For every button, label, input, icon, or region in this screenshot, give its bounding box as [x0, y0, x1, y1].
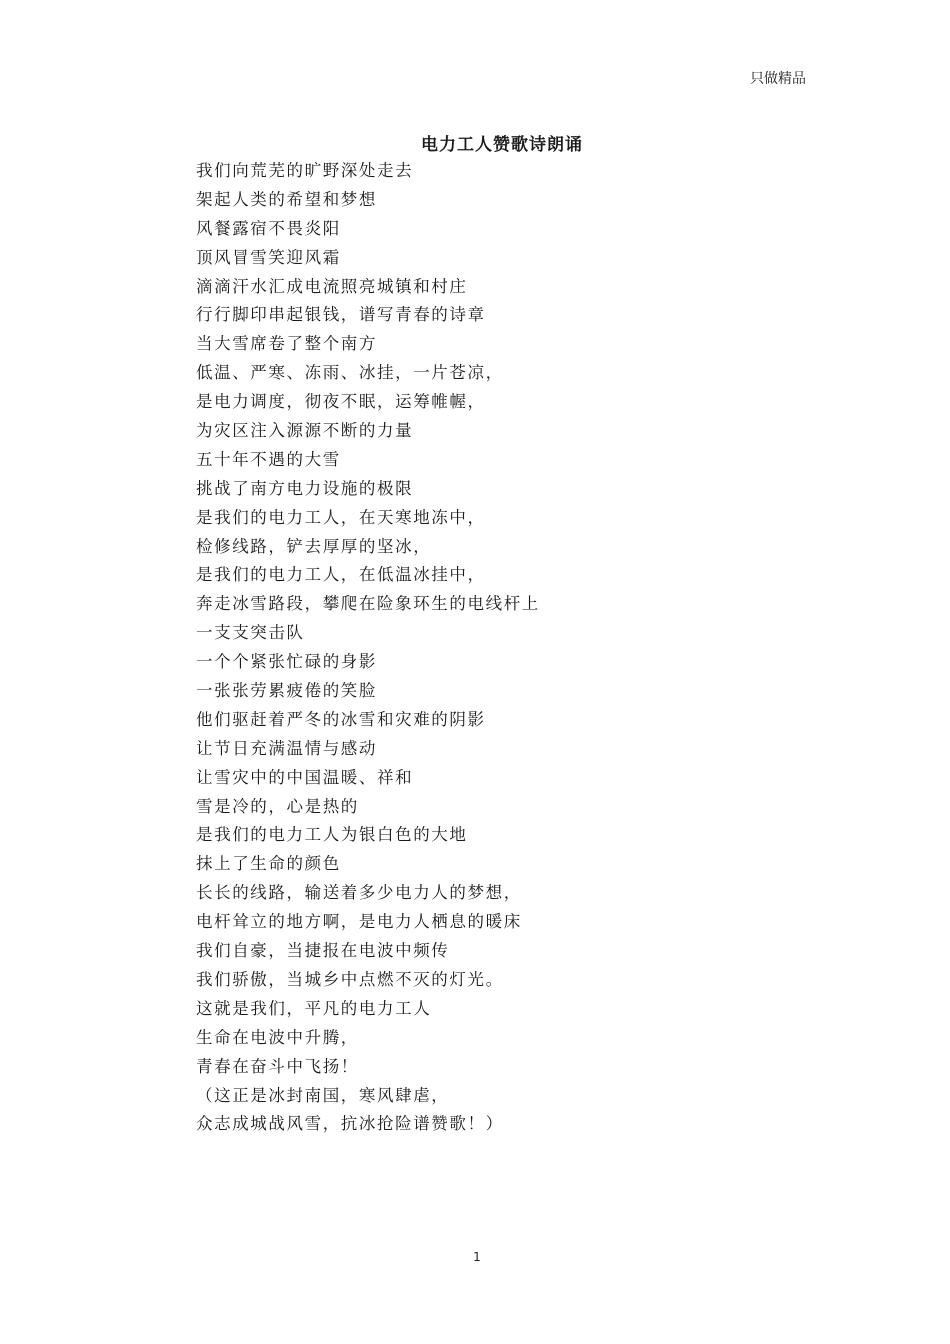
poem-line: 为灾区注入源源不断的力量 — [196, 421, 414, 441]
poem-body — [196, 157, 540, 1139]
poem-line: 检修线路，铲去厚厚的坚冰， — [196, 536, 432, 556]
poem-line: 让节日充满温情与感动 — [196, 738, 377, 758]
poem-line: 奔走冰雪路段，攀爬在险象环生的电线杆上 — [196, 594, 540, 614]
poem-line: 是我们的电力工人，在低温冰挂中， — [196, 565, 486, 585]
poem-line: 是电力调度，彻夜不眠，运筹帷幄， — [196, 392, 486, 412]
poem-line: 抹上了生命的颜色 — [196, 854, 341, 874]
poem-line: 滴滴汗水汇成电流照亮城镇和村庄 — [196, 276, 468, 296]
header-note: 只做精品 — [750, 71, 806, 87]
poem-line: 低温、严寒、冻雨、冰挂，一片苍凉， — [196, 363, 504, 383]
poem-line: 长长的线路，输送着多少电力人的梦想， — [196, 883, 522, 903]
poem-line: 雪是冷的，心是热的 — [196, 796, 359, 816]
poem-line: 我们自豪，当捷报在电波中频传 — [196, 941, 450, 961]
poem-line: 挑战了南方电力设施的极限 — [196, 478, 414, 498]
poem-line: 生命在电波中升腾， — [196, 1027, 359, 1047]
poem-line: 五十年不遇的大雪 — [196, 449, 341, 469]
poem-line: （这正是冰封南国，寒风肆虐， — [196, 1085, 450, 1105]
poem-line: 一支支突击队 — [196, 623, 305, 643]
poem-line: 一个个紧张忙碌的身影 — [196, 652, 377, 672]
poem-line: 他们驱赶着严冬的冰雪和灾难的阴影 — [196, 709, 486, 729]
poem-line: 是我们的电力工人，在天寒地冻中， — [196, 507, 486, 527]
poem-line: 我们向荒芜的旷野深处走去 — [196, 161, 414, 180]
poem-line: 这就是我们，平凡的电力工人 — [196, 998, 432, 1018]
poem-line: 电杆耸立的地方啊，是电力人栖息的暖床 — [196, 912, 522, 932]
poem-line: 行行脚印串起银钱，谱写青春的诗章 — [196, 305, 486, 325]
poem-line: 我们骄傲，当城乡中点燃不灭的灯光。 — [196, 969, 504, 989]
poem-title: 电力工人赞歌诗朗诵 — [421, 135, 583, 155]
poem-line: 众志成城战风雪，抗冰抢险谱赞歌！） — [196, 1114, 504, 1134]
poem-line: 架起人类的希望和梦想 — [196, 189, 377, 209]
poem-line: 青春在奋斗中飞扬！ — [196, 1056, 359, 1076]
poem-line: 风餐露宿不畏炎阳 — [196, 218, 341, 238]
poem-line: 是我们的电力工人为银白色的大地 — [196, 825, 468, 845]
page-number: 1 — [473, 1250, 481, 1264]
poem-line: 一张张劳累疲倦的笑脸 — [196, 681, 377, 701]
poem-line: 顶风冒雪笑迎风霜 — [196, 247, 341, 267]
poem-line: 当大雪席卷了整个南方 — [196, 334, 377, 354]
poem-line: 让雪灾中的中国温暖、祥和 — [196, 767, 414, 787]
